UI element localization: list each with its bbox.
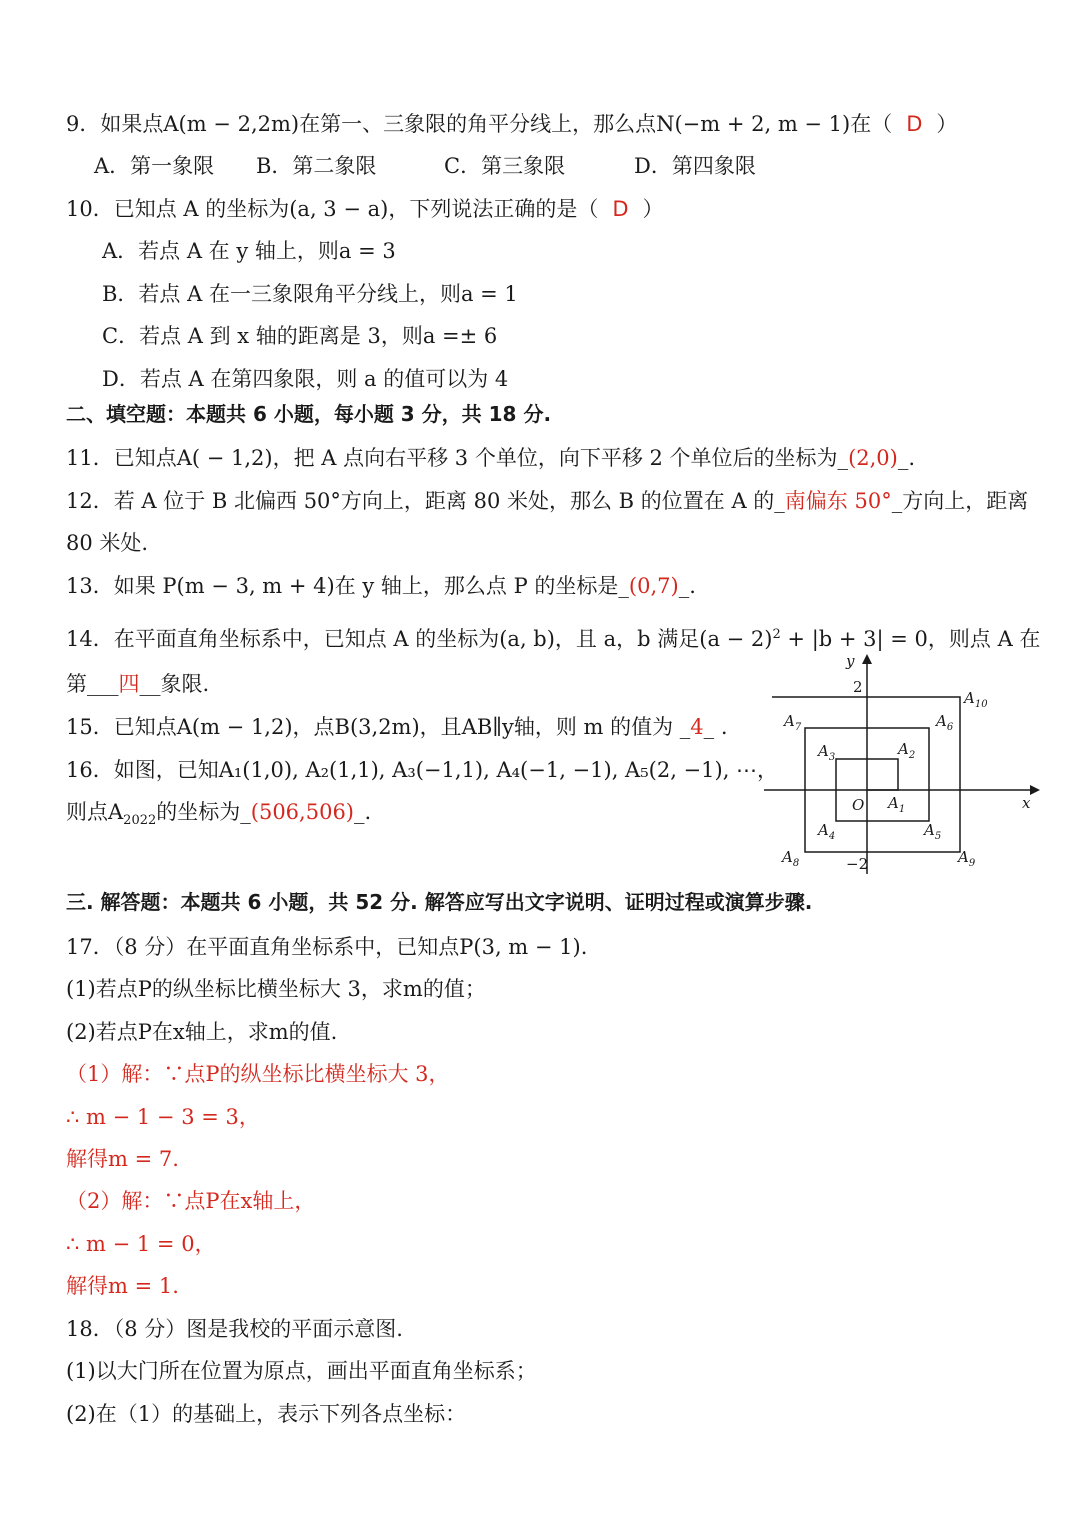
q17-stem: 17．（8 分）在平面直角坐标系中，已知点P(3, m − 1). <box>66 935 588 959</box>
x-axis-label: x <box>1022 794 1031 812</box>
q12: 12．若 A 位于 B 北偏西 50°方向上，距离 80 米处，那么 B 的位置在 A 的_南偏东 50°_方向上，距离 <box>66 489 1029 513</box>
q14-line2: 第___四__象限. <box>66 672 210 696</box>
q12-line2: 80 米处. <box>66 531 149 555</box>
q10-option-a: A．若点 A 在 y 轴上，则a = 3 <box>102 239 396 263</box>
q17-solution-line-6: 解得m = 1. <box>66 1274 179 1298</box>
q16: 16．如图，已知A₁(1,0), A₂(1,1), A₃(−1,1), A₄(−1, −1), A₅(2, −1), ⋯， <box>66 758 779 782</box>
point-label-a7: $A_7$ <box>784 712 802 733</box>
q15: 15．已知点A(m − 1,2)，点B(3,2m)，且AB∥y轴，则 m 的值为 _4_ . <box>66 715 728 739</box>
q11-answer: (2,0) <box>848 446 898 470</box>
q17-solution-line-5: ∴ m − 1 = 0， <box>66 1232 216 1256</box>
point-label-a5: $A_5$ <box>924 821 942 842</box>
q9-answer: D <box>906 112 923 136</box>
q17-solution-line-3: 解得m = 7. <box>66 1147 179 1171</box>
q13: 13．如果 P(m − 3, m + 4)在 y 轴上，那么点 P 的坐标是_(0,7)_. <box>66 574 696 598</box>
point-label-a3: $A_3$ <box>818 742 836 763</box>
y-axis-arrow-icon <box>862 654 872 664</box>
q11: 11．已知点A( − 1,2)，把 A 点向右平移 3 个单位，向下平移 2 个单位后的坐标为_(2,0)_. <box>66 446 916 470</box>
q17-part2: (2)若点P在x轴上，求m的值. <box>66 1020 338 1044</box>
q9-stem: 9．如果点A(m − 2,2m)在第一、三象限的角平分线上，那么点N(−m + 2, m − 1)在（ D ） <box>66 112 958 136</box>
q18-part1: (1)以大门所在位置为原点，画出平面直角坐标系； <box>66 1359 537 1383</box>
section-2-heading: 二、填空题：本题共 6 小题，每小题 3 分，共 18 分. <box>66 402 552 426</box>
q10-option-b: B．若点 A 在一三象限角平分线上，则a = 1 <box>102 282 518 306</box>
q18-part2: (2)在（1）的基础上，表示下列各点坐标： <box>66 1402 467 1426</box>
q9-option-d: D．第四象限 <box>634 154 756 178</box>
q9-option-b: B．第二象限 <box>256 154 377 178</box>
origin-label: O <box>852 796 865 814</box>
point-label-a9: $A_9$ <box>958 848 976 869</box>
point-label-a10: $A_{10}$ <box>964 689 988 710</box>
y-axis-label: y <box>846 652 855 670</box>
q12-answer: 南偏东 50° <box>784 489 892 513</box>
point-label-a2: $A_2$ <box>898 740 916 761</box>
q10-option-d: D．若点 A 在第四象限，则 a 的值可以为 4 <box>102 367 509 391</box>
q14-answer: 四 <box>118 672 140 696</box>
point-label-a8: $A_8$ <box>782 848 800 869</box>
q10-answer: D <box>612 197 629 221</box>
tick-label-bottom: −2 <box>846 855 869 873</box>
q17-part1: (1)若点P的纵坐标比横坐标大 3，求m的值； <box>66 977 486 1001</box>
q10-option-c: C．若点 A 到 x 轴的距离是 3，则a =± 6 <box>102 324 498 348</box>
point-label-a4: $A_4$ <box>818 821 836 842</box>
q17-solution-line-4: （2）解：∵点P在x轴上， <box>66 1189 316 1213</box>
q14: 14．在平面直角坐标系中，已知点 A 的坐标为(a, b)，且 a，b 满足$(a - 2)^2 + |b + 3| = 0$，则点 A 在 <box>66 627 1041 651</box>
tick-label-top: 2 <box>853 678 863 696</box>
q13-answer: (0,7) <box>628 574 679 598</box>
spiral-coordinate-figure <box>758 648 1048 880</box>
section-3-heading: 三. 解答题：本题共 6 小题，共 52 分. 解答应写出文字说明、证明过程或演算步骤. <box>66 890 813 914</box>
x-axis-arrow-icon <box>1030 785 1040 795</box>
q18-stem: 18．（8 分）图是我校的平面示意图. <box>66 1317 403 1341</box>
q9-option-c: C．第三象限 <box>444 154 566 178</box>
q15-answer: 4 <box>690 715 704 739</box>
q10-stem: 10．已知点 A 的坐标为(a, 3 − a)，下列说法正确的是（ D ） <box>66 197 664 221</box>
point-label-a6: $A_6$ <box>936 712 954 733</box>
q17-solution-line-1: （1）解：∵点P的纵坐标比横坐标大 3， <box>66 1062 450 1086</box>
q16-line2: 则点$A_{2022}$的坐标为_(506,506)_. <box>66 800 372 829</box>
q9-option-a: A．第一象限 <box>94 154 215 178</box>
point-label-a1: $A_1$ <box>888 794 906 815</box>
q17-solution-line-2: ∴ m − 1 − 3 = 3， <box>66 1105 260 1129</box>
q16-answer: (506,506) <box>250 800 354 824</box>
